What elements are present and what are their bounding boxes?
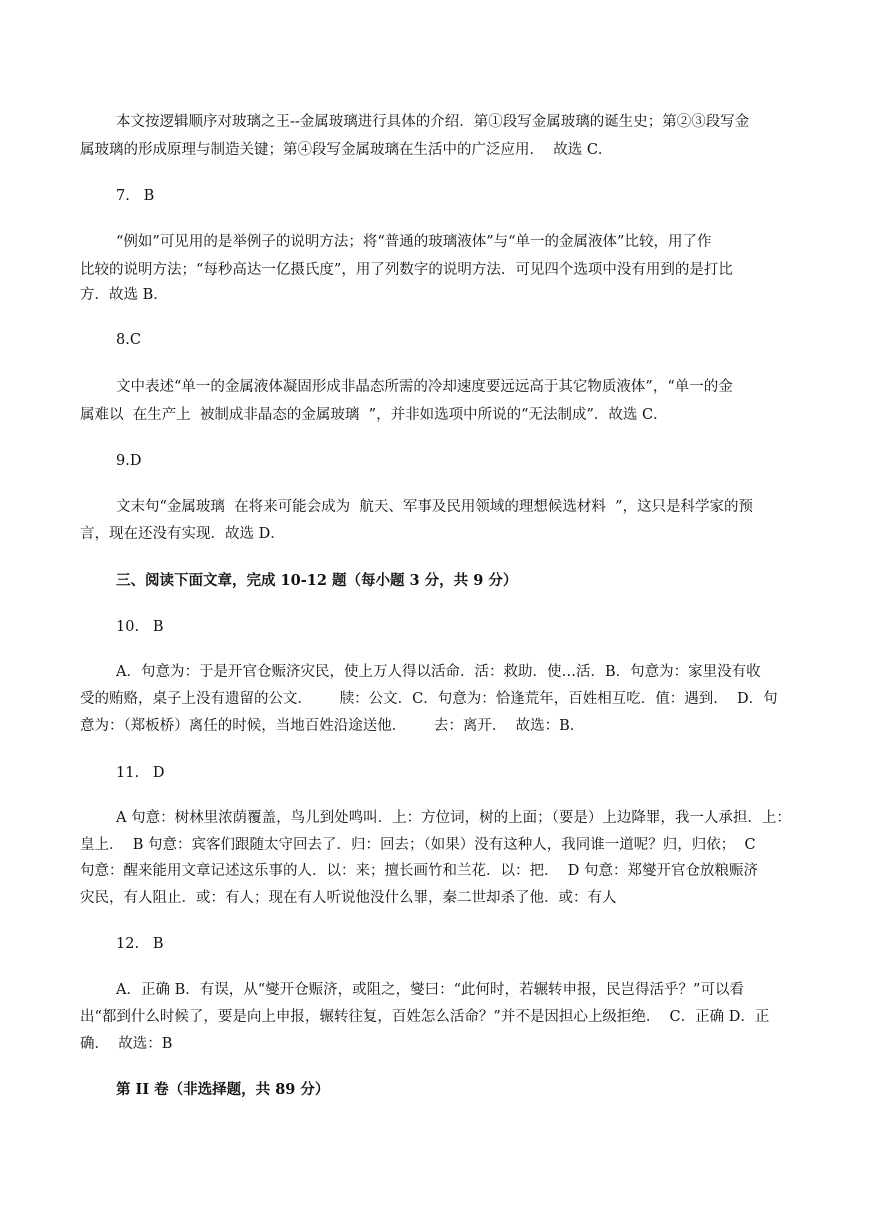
section-heading: 三、阅读下面文章，完成 10-12 题（每小题 3 分，共 9 分） (116, 572, 518, 589)
paragraph-line: 属难以 在生产上 被制成非晶态的金属玻璃 ”，并非如选项中所说的“无法制成”．故选 C． (80, 407, 668, 423)
paragraph-line: 比较的说明方法；“每秒高达一亿摄氏度”，用了列数字的说明方法．可见四个选项中没有用到的是打比 (80, 262, 733, 278)
paragraph-line: 皇上． B 句意：宾客们跟随太守回去了．归：回去；（如果）没有这种人，我同谁一道呢？归，归依； C (80, 837, 756, 853)
paragraph-line: 句意：醒来能用文章记述这乐事的人．以：来；擅长画竹和兰花．以：把． D 句意：郑燮开官仓放粮赈济 (80, 863, 758, 879)
paragraph-line: A．句意为：于是开官仓赈济灾民，使上万人得以活命．活：救助．使…活．B．句意为：家里没有收 (116, 664, 761, 680)
answer-number: 12. B (116, 936, 164, 952)
paragraph-line: 言，现在还没有实现．故选 D． (80, 526, 285, 542)
section-heading: 第 II 卷（非选择题，共 89 分） (116, 1081, 330, 1098)
answer-number: 7. B (116, 188, 155, 204)
paragraph-line: 本文按逻辑顺序对玻璃之王--金属玻璃进行具体的介绍．第①段写金属玻璃的诞生史；第②③段写金 (116, 114, 750, 130)
paragraph-line: A．正确 B．有误，从“燮开仓赈济，或阻之，燮曰：“此何时，若辗转申报，民岂得活乎？”可以看 (116, 982, 744, 998)
paragraph-line: 方．故选 B． (80, 287, 168, 303)
paragraph-line: 文中表述“单一的金属液体凝固形成非晶态所需的冷却速度要远远高于其它物质液体”，“单一的金 (116, 379, 733, 395)
paragraph-line: 意为：（郑板桥）离任的时候，当地百姓沿途送他． 去：离开． 故选：B． (80, 718, 585, 734)
paragraph-line: 出“都到什么时候了，要是向上申报，辗转往复，百姓怎么活命？”并不是因担心上级拒绝． C．正确 D．正 (80, 1009, 770, 1025)
paragraph-line: “例如”可见用的是举例子的说明方法；将“普通的玻璃液体”与“单一的金属液体”比较，用了作 (116, 234, 712, 250)
paragraph-line: A 句意：树林里浓荫覆盖，鸟儿到处鸣叫．上：方位词，树的上面；（要是）上边降罪，我一人承担．上： (116, 810, 791, 826)
answer-number: 10. B (116, 619, 164, 635)
answer-number: 11. D (116, 765, 165, 781)
paragraph-line: 灾民，有人阻止．或：有人；现在有人听说他没什么罪，秦二世却杀了他．或：有人 (80, 890, 617, 906)
paragraph-line: 属玻璃的形成原理与制造关键；第④段写金属玻璃在生活中的广泛应用． 故选 C． (80, 142, 613, 158)
paragraph-line: 文末句“金属玻璃 在将来可能会成为 航天、军事及民用领域的理想候选材料 ”，这只是科学家的预 (116, 499, 753, 515)
paragraph-line: 确． 故选：B (80, 1036, 173, 1052)
answer-number: 8.C (116, 332, 141, 348)
paragraph-line: 受的贿赂，桌子上没有遗留的公文． 牍：公文．C．句意为：恰逢荒年，百姓相互吃．值：遇到． D．句 (80, 691, 778, 707)
answer-number: 9.D (116, 453, 142, 469)
